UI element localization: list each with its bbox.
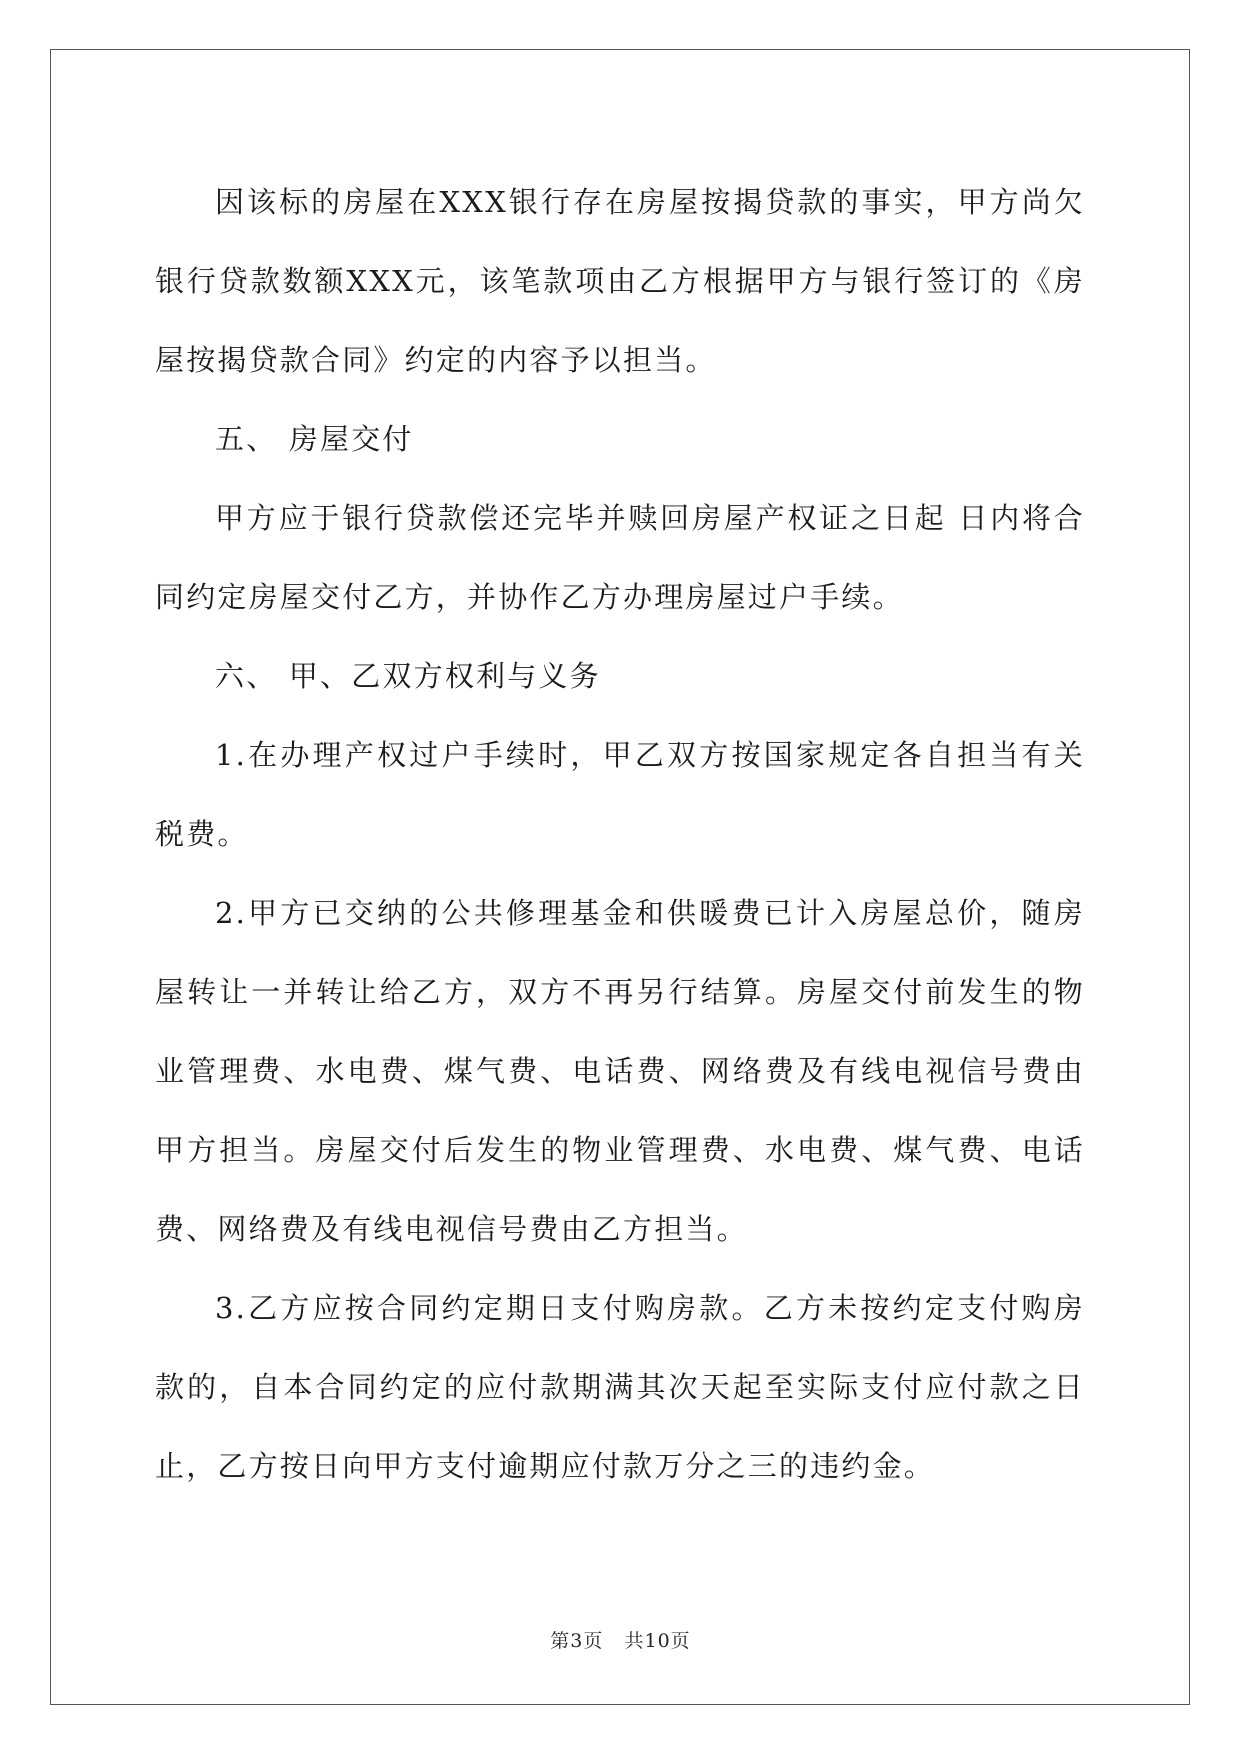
document-body	[155, 163, 1085, 1506]
section-heading-rights-obligations: 六、 甲、乙双方权利与义务	[215, 659, 601, 693]
paragraph-clause-1: 1.在办理产权过户手续时，甲乙双方按国家规定各自担当有关税费。	[155, 738, 1085, 851]
paragraph-house-delivery: 甲方应于银行贷款偿还完毕并赎回房屋产权证之日起 日内将合同约定房屋交付乙方，并协作乙方办理房屋过户手续。	[155, 501, 1085, 614]
paragraph-clause-2: 2.甲方已交纳的公共修理基金和供暖费已计入房屋总价，随房屋转让一并转让给乙方，双方不再另行结算。房屋交付前发生的物业管理费、水电费、煤气费、电话费、网络费及有线电视信号费由甲方担当。房屋交付后发生的物业管理费、水电费、煤气费、电话费、网络费及有线电视信号费由乙方担当。	[155, 896, 1085, 1246]
paragraph-mortgage-loan: 因该标的房屋在XXX银行存在房屋按揭贷款的事实，甲方尚欠银行贷款数额XXX元，该笔款项由乙方根据甲方与银行签订的《房屋按揭贷款合同》约定的内容予以担当。	[155, 185, 1085, 377]
paragraph-clause-3: 3.乙方应按合同约定期日支付购房款。乙方未按约定支付购房款的，自本合同约定的应付款期满其次天起至实际支付应付款之日止，乙方按日向甲方支付逾期应付款万分之三的违约金。	[155, 1291, 1085, 1483]
section-heading-house-delivery: 五、 房屋交付	[215, 422, 414, 456]
page-number-footer	[0, 1626, 1241, 1653]
page-number-label: 第3页 共10页	[550, 1630, 691, 1652]
